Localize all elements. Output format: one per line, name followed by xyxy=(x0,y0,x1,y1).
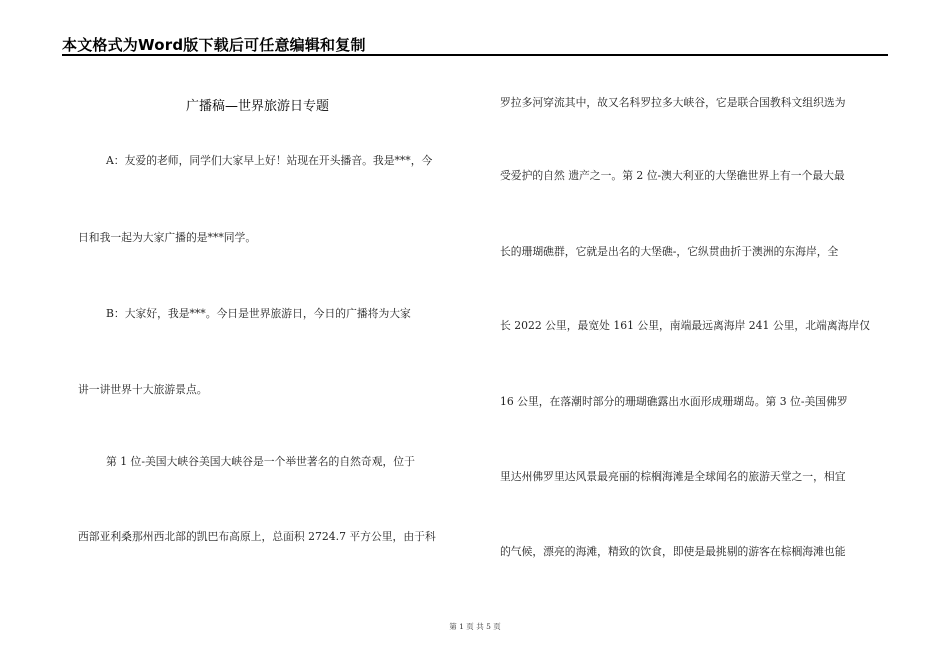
paragraph-line: 讲一讲世界十大旅游景点。 xyxy=(78,383,208,396)
paragraph-line: 罗拉多河穿流其中，故又名科罗拉多大峡谷，它是联合国教科文组织选为 xyxy=(500,96,846,109)
paragraph-line: A：友爱的老师，同学们大家早上好！站现在开头播音。我是***，今 xyxy=(106,154,433,167)
page-number: 第 1 页 共 5 页 xyxy=(449,622,501,631)
paragraph-line: 长的珊瑚礁群，它就是出名的大堡礁-，它纵贯曲折于澳洲的东海岸，全 xyxy=(500,245,839,258)
paragraph-line: 长 2022 公里，最宽处 161 公里，南端最远离海岸 241 公里，北端离海岸仅 xyxy=(500,319,871,332)
paragraph-line: 日和我一起为大家广播的是***同学。 xyxy=(78,231,257,244)
paragraph-line: 的气候，漂亮的海滩，精致的饮食，即使是最挑剔的游客在棕榈海滩也能 xyxy=(500,545,846,558)
paragraph-line: 受爱护的自然 遗产之一。第 2 位-澳大利亚的大堡礁世界上有一个最大最 xyxy=(500,169,845,182)
paragraph-line: 里达州佛罗里达风景最亮丽的棕榈海滩是全球闻名的旅游天堂之一，相宜 xyxy=(500,470,846,483)
document-banner: 本文格式为Word版下载后可任意编辑和复制 xyxy=(62,36,366,54)
paragraph-line: 第 1 位-美国大峡谷美国大峡谷是一个举世著名的自然奇观，位于 xyxy=(106,455,415,468)
paragraph-line: 西部亚利桑那州西北部的凯巴布高原上，总面积 2724.7 平方公里，由于科 xyxy=(78,530,436,543)
header-divider xyxy=(62,54,888,56)
paragraph-line: B：大家好，我是***。今日是世界旅游日，今日的广播将为大家 xyxy=(106,307,411,320)
paragraph-line: 16 公里，在落潮时部分的珊瑚礁露出水面形成珊瑚岛。第 3 位-美国佛罗 xyxy=(500,395,848,408)
document-title: 广播稿—世界旅游日专题 xyxy=(186,99,330,114)
